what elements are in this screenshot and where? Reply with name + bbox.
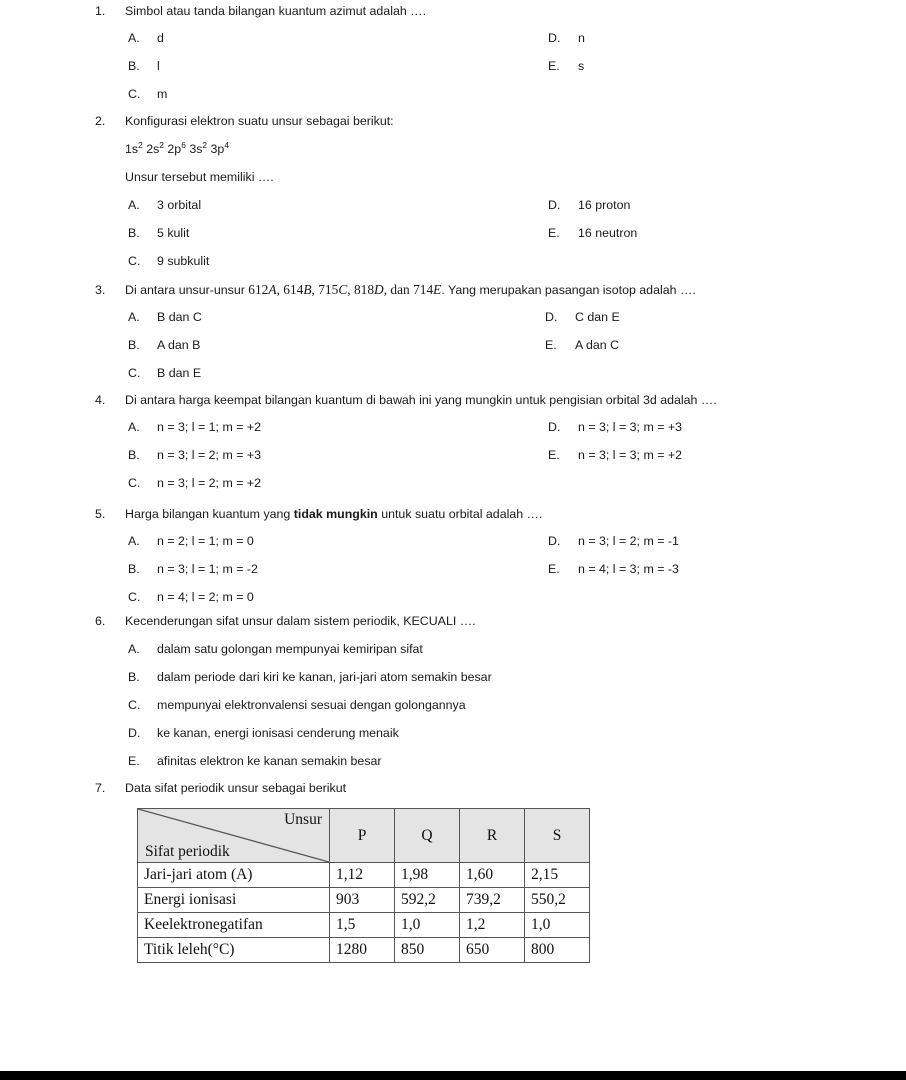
question-3-options bbox=[0, 309, 906, 393]
option-4-c[interactable] bbox=[128, 475, 261, 491]
table-header-row bbox=[138, 809, 590, 863]
sup-1s: 2 bbox=[138, 139, 143, 150]
question-5-text-after: untuk suatu orbital adalah …. bbox=[377, 507, 543, 521]
option-letter: E. bbox=[548, 562, 560, 576]
cell-jari-jari-q: 1,98 bbox=[395, 863, 460, 888]
option-3-d[interactable] bbox=[545, 309, 620, 325]
option-text: n bbox=[578, 31, 585, 45]
question-5-text-before: Harga bilangan kuantum yang bbox=[125, 507, 294, 521]
periodic-properties-table bbox=[137, 808, 590, 963]
question-5-emphasis: tidak mungkin bbox=[293, 507, 378, 521]
option-text: n = 4; l = 3; m = -3 bbox=[578, 562, 679, 576]
question-3 bbox=[0, 282, 906, 393]
table-head bbox=[138, 809, 590, 863]
question-1-stem bbox=[0, 3, 906, 19]
periodic-properties-table-wrapper bbox=[137, 808, 590, 963]
table-col-header-r: R bbox=[460, 809, 525, 863]
option-5-c[interactable] bbox=[128, 589, 254, 605]
option-1-e[interactable] bbox=[548, 58, 584, 74]
question-1-text: Simbol atau tanda bilangan kuantum azimut adalah …. bbox=[125, 4, 427, 18]
option-letter: D. bbox=[548, 534, 561, 548]
option-text: n = 2; l = 1; m = 0 bbox=[157, 534, 254, 548]
question-3-stem bbox=[0, 282, 906, 298]
option-text: n = 3; l = 2; m = +2 bbox=[157, 476, 262, 490]
option-text: A dan B bbox=[157, 338, 201, 352]
table-body bbox=[138, 863, 590, 963]
cell-keelektro-s: 1,0 bbox=[525, 913, 590, 938]
row-label-jari-jari-atom: Jari-jari atom (A) bbox=[138, 863, 330, 888]
option-text: B dan E bbox=[157, 366, 202, 380]
option-letter: E. bbox=[548, 59, 560, 73]
option-letter: C. bbox=[128, 366, 141, 380]
question-7 bbox=[0, 780, 906, 796]
cell-titik-leleh-q: 850 bbox=[395, 938, 460, 963]
option-6-a[interactable] bbox=[0, 641, 906, 657]
option-letter: E. bbox=[545, 338, 557, 352]
option-letter: D. bbox=[128, 726, 141, 740]
option-text: B dan C bbox=[157, 310, 202, 324]
option-letter: C. bbox=[128, 254, 141, 268]
option-text: d bbox=[157, 31, 164, 45]
option-text: n = 3; l = 2; m = -1 bbox=[578, 534, 679, 548]
table-corner-bottom-label: Sifat periodik bbox=[145, 843, 230, 860]
option-letter: A. bbox=[128, 198, 140, 212]
option-text: 3 orbital bbox=[157, 198, 202, 212]
sup-2p: 6 bbox=[181, 139, 186, 150]
cell-jari-jari-p: 1,12 bbox=[330, 863, 395, 888]
option-5-b[interactable] bbox=[128, 561, 258, 577]
table-row bbox=[138, 938, 590, 963]
option-letter: C. bbox=[128, 476, 141, 490]
cell-energi-s: 550,2 bbox=[525, 888, 590, 913]
table-col-header-s: S bbox=[525, 809, 590, 863]
cell-energi-p: 903 bbox=[330, 888, 395, 913]
option-letter: E. bbox=[548, 226, 560, 240]
question-1-number: 1. bbox=[95, 4, 106, 18]
option-letter: B. bbox=[128, 670, 140, 684]
question-2-formula: $1s^2$ $2s^2$ $2p^6$ $3s^2$ $3p^4$ bbox=[125, 139, 229, 156]
option-letter: E. bbox=[548, 448, 560, 462]
question-2-text: Konfigurasi elektron suatu unsur sebagai berikut: bbox=[125, 114, 394, 128]
option-letter: B. bbox=[128, 59, 140, 73]
option-1-b[interactable] bbox=[128, 58, 160, 74]
option-letter: B. bbox=[128, 562, 140, 576]
option-letter: A. bbox=[128, 420, 140, 434]
option-text: 5 kulit bbox=[157, 226, 190, 240]
row-label-titik-leleh: Titik leleh(°C) bbox=[138, 938, 330, 963]
option-6-d[interactable] bbox=[0, 725, 906, 741]
option-letter: B. bbox=[128, 226, 140, 240]
cell-jari-jari-r: 1,60 bbox=[460, 863, 525, 888]
option-text: l bbox=[157, 59, 160, 73]
option-letter: B. bbox=[128, 338, 140, 352]
option-letter: D. bbox=[548, 198, 561, 212]
option-letter: C. bbox=[128, 698, 141, 712]
option-text: afinitas elektron ke kanan semakin besar bbox=[157, 754, 382, 768]
table-row bbox=[138, 863, 590, 888]
row-label-energi-ionisasi: Energi ionisasi bbox=[138, 888, 330, 913]
question-2-number: 2. bbox=[95, 114, 106, 128]
question-1 bbox=[0, 3, 906, 114]
table-col-header-q: Q bbox=[395, 809, 460, 863]
cell-keelektro-q: 1,0 bbox=[395, 913, 460, 938]
question-5 bbox=[0, 506, 906, 617]
option-5-a[interactable] bbox=[128, 533, 254, 549]
option-letter: C. bbox=[128, 590, 141, 604]
option-letter: A. bbox=[128, 31, 140, 45]
table-corner-cell bbox=[138, 809, 330, 863]
option-4-a[interactable] bbox=[128, 419, 261, 435]
cell-titik-leleh-p: 1280 bbox=[330, 938, 395, 963]
option-text: 16 neutron bbox=[578, 226, 638, 240]
option-1-a[interactable] bbox=[128, 30, 164, 46]
option-letter: B. bbox=[128, 448, 140, 462]
option-3-b[interactable] bbox=[128, 337, 200, 353]
option-text: dalam satu golongan mempunyai kemiripan sifat bbox=[157, 642, 423, 656]
option-text: ke kanan, energi ionisasi cenderung menaik bbox=[157, 726, 399, 740]
option-text: A dan C bbox=[575, 338, 620, 352]
question-7-stem bbox=[0, 780, 906, 796]
option-5-d[interactable] bbox=[548, 533, 679, 549]
sup-2s: 2 bbox=[159, 139, 164, 150]
question-5-stem bbox=[0, 506, 906, 522]
option-text: 9 subkulit bbox=[157, 254, 210, 268]
option-3-a[interactable] bbox=[128, 309, 202, 325]
question-6-stem bbox=[0, 613, 906, 629]
option-letter: E. bbox=[128, 754, 140, 768]
option-2-d[interactable] bbox=[548, 197, 630, 213]
question-4-options bbox=[0, 419, 906, 503]
question-1-options bbox=[0, 30, 906, 114]
option-6-c[interactable] bbox=[0, 697, 906, 713]
question-7-text: Data sifat periodik unsur sebagai berikut bbox=[125, 781, 347, 795]
question-4-text: Di antara harga keempat bilangan kuantum di bawah ini yang mungkin untuk pengisian orbital 3d adalah …. bbox=[125, 393, 717, 407]
option-text: C dan E bbox=[575, 310, 620, 324]
table-col-header-p: P bbox=[330, 809, 395, 863]
option-text: dalam periode dari kiri ke kanan, jari-jari atom semakin besar bbox=[157, 670, 492, 684]
option-letter: A. bbox=[128, 642, 140, 656]
option-letter: D. bbox=[545, 310, 558, 324]
option-text: n = 3; l = 3; m = +3 bbox=[578, 420, 683, 434]
option-text: n = 3; l = 1; m = -2 bbox=[157, 562, 258, 576]
option-text: n = 4; l = 2; m = 0 bbox=[157, 590, 254, 604]
option-3-e[interactable] bbox=[545, 337, 619, 353]
cell-energi-q: 592,2 bbox=[395, 888, 460, 913]
option-3-c[interactable] bbox=[128, 365, 201, 381]
option-5-e[interactable] bbox=[548, 561, 679, 577]
question-5-options bbox=[0, 533, 906, 617]
option-letter: A. bbox=[128, 534, 140, 548]
cell-energi-r: 739,2 bbox=[460, 888, 525, 913]
cell-titik-leleh-r: 650 bbox=[460, 938, 525, 963]
table-corner-top-label: Unsur bbox=[284, 811, 322, 828]
row-label-keelektronegatifan: Keelektronegatifan bbox=[138, 913, 330, 938]
option-text: s bbox=[578, 59, 585, 73]
option-text: m bbox=[157, 87, 168, 101]
bottom-black-bar bbox=[0, 1071, 906, 1080]
question-6-text: Kecenderungan sifat unsur dalam sistem periodik, KECUALI …. bbox=[125, 614, 476, 628]
question-3-isotope-list: 612A, 614B, 715C, 818D, dan 714E bbox=[248, 282, 442, 297]
option-4-d[interactable] bbox=[548, 419, 682, 435]
option-1-c[interactable] bbox=[128, 86, 167, 102]
question-3-number: 3. bbox=[95, 283, 106, 297]
question-6 bbox=[0, 613, 906, 769]
option-1-d[interactable] bbox=[548, 30, 585, 46]
option-letter: A. bbox=[128, 310, 140, 324]
question-6-number: 6. bbox=[95, 614, 106, 628]
question-2-subtext: Unsur tersebut memiliki …. bbox=[125, 170, 274, 184]
option-6-e[interactable] bbox=[0, 753, 906, 769]
question-2-options bbox=[0, 197, 906, 281]
option-text: n = 3; l = 3; m = +2 bbox=[578, 448, 683, 462]
cell-keelektro-p: 1,5 bbox=[330, 913, 395, 938]
question-2 bbox=[0, 113, 906, 281]
option-text: 16 proton bbox=[578, 198, 631, 212]
option-2-c[interactable] bbox=[128, 253, 209, 269]
option-2-e[interactable] bbox=[548, 225, 637, 241]
table-row bbox=[138, 888, 590, 913]
question-2-stem bbox=[0, 113, 906, 129]
option-2-a[interactable] bbox=[128, 197, 201, 213]
question-4-stem bbox=[0, 392, 906, 408]
question-3-text-prefix: Di antara unsur-unsur bbox=[125, 283, 249, 297]
question-7-number: 7. bbox=[95, 781, 106, 795]
table-row bbox=[138, 913, 590, 938]
question-5-number: 5. bbox=[95, 507, 106, 521]
cell-titik-leleh-s: 800 bbox=[525, 938, 590, 963]
option-4-e[interactable] bbox=[548, 447, 682, 463]
option-6-b[interactable] bbox=[0, 669, 906, 685]
option-text: n = 3; l = 1; m = +2 bbox=[157, 420, 262, 434]
option-text: mempunyai elektronvalensi sesuai dengan golongannya bbox=[157, 698, 466, 712]
option-letter: C. bbox=[128, 87, 141, 101]
option-letter: D. bbox=[548, 420, 561, 434]
question-3-text-suffix: . Yang merupakan pasangan isotop adalah …. bbox=[441, 283, 696, 297]
option-4-b[interactable] bbox=[128, 447, 261, 463]
question-4 bbox=[0, 392, 906, 503]
cell-keelektro-r: 1,2 bbox=[460, 913, 525, 938]
sup-3p: 4 bbox=[224, 139, 229, 150]
option-2-b[interactable] bbox=[128, 225, 189, 241]
option-letter: D. bbox=[548, 31, 561, 45]
cell-jari-jari-s: 2,15 bbox=[525, 863, 590, 888]
question-4-number: 4. bbox=[95, 393, 106, 407]
sup-3s: 2 bbox=[202, 139, 208, 150]
option-text: n = 3; l = 2; m = +3 bbox=[157, 448, 262, 462]
